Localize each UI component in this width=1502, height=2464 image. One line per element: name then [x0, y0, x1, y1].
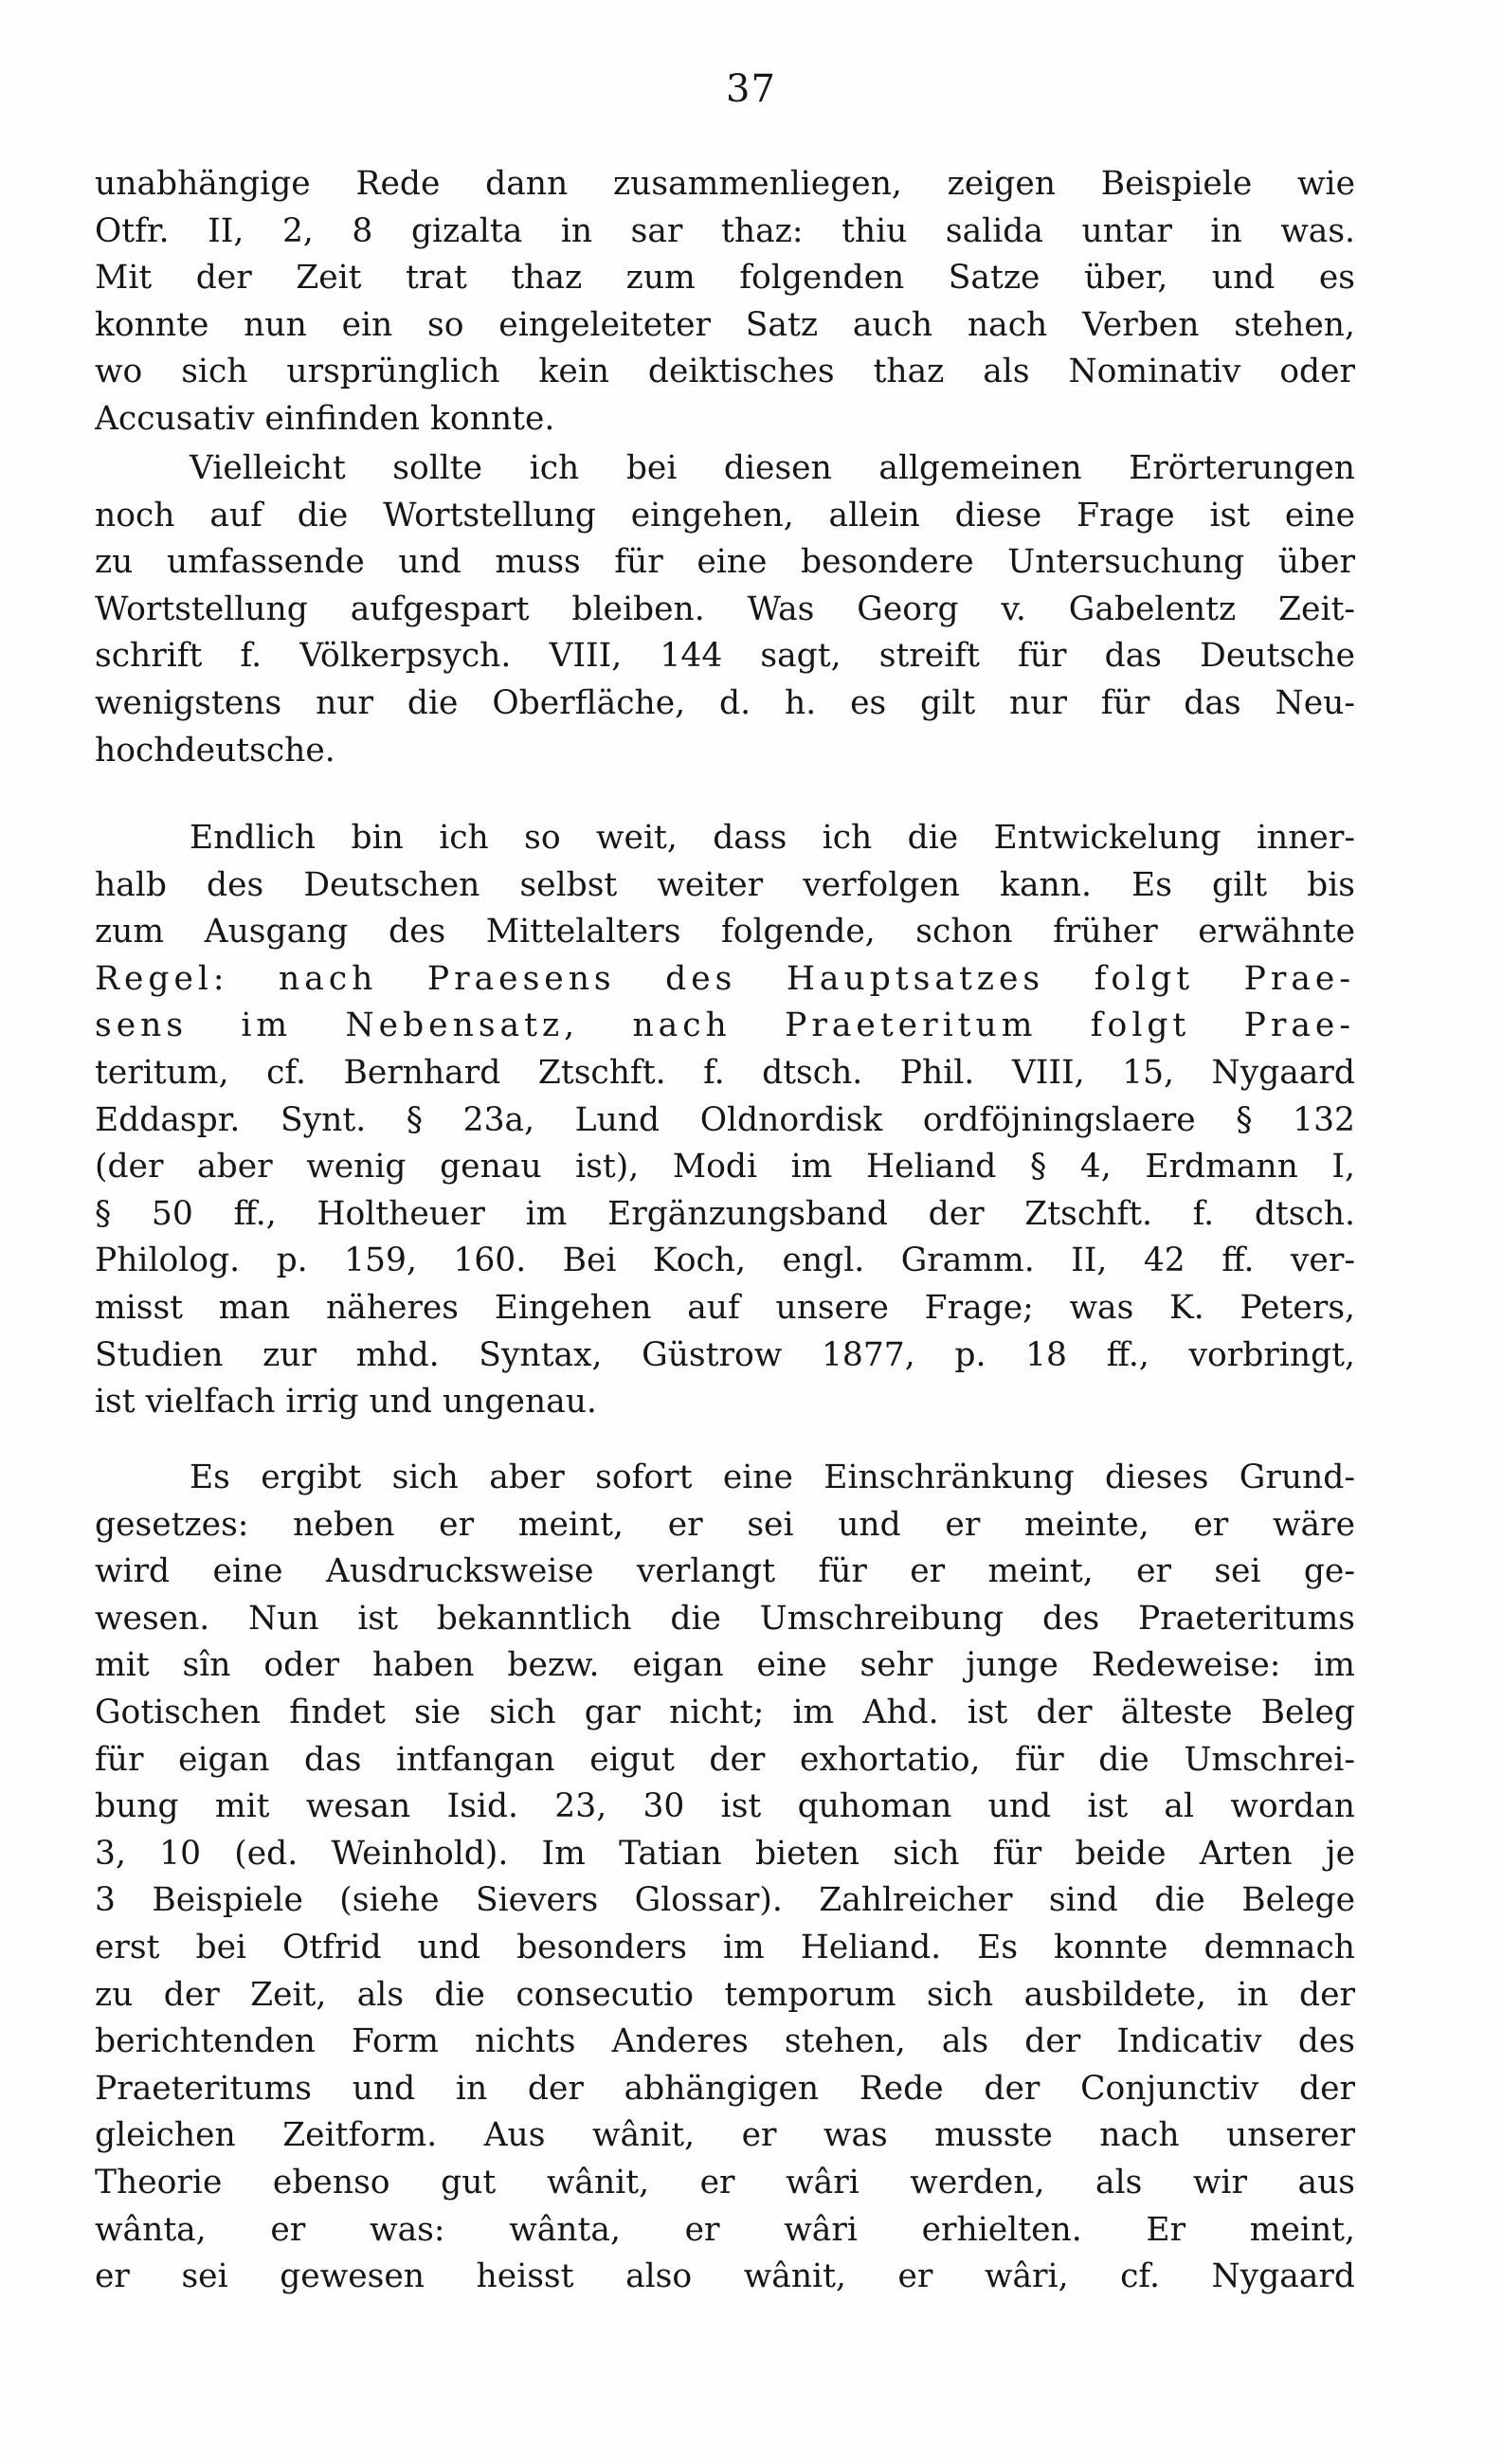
text-line: Praeteritums und in der abhängigen Rede der Conjunctiv der [95, 2069, 1355, 2108]
text-line: hochdeutsche. [95, 731, 335, 770]
text-line: misst man näheres Eingehen auf unsere Frage; was K. Peters, [95, 1288, 1355, 1327]
text-line: Regel: nach Praesens des Hauptsatzes folgt Prae- [95, 959, 1355, 998]
page-number: 37 [726, 67, 776, 111]
text-line: für eigan das intfangan eigut der exhortatio, für die Umschrei- [95, 1740, 1355, 1779]
paragraph-3 [95, 815, 1355, 1426]
text-line: mit sîn oder haben bezw. eigan eine sehr junge Redeweise: im [95, 1646, 1355, 1685]
paragraph-2 [95, 445, 1355, 774]
text-line: bung mit wesan Isid. 23, 30 ist quhoman und ist al wordan [95, 1787, 1355, 1826]
text-line: zum Ausgang des Mittelalters folgende, schon früher erwähnte [95, 913, 1355, 951]
text-line: gleichen Zeitform. Aus wânit, er was musste nach unserer [95, 2116, 1355, 2155]
text-line: teritum, cf. Bernhard Ztschft. f. dtsch. Phil. VIII, 15, Nygaard [95, 1053, 1355, 1092]
text-line: Otfr. II, 2, 8 gizalta in sar thaz: thiu salida untar in was. [95, 211, 1355, 250]
text-line: halb des Deutschen selbst weiter verfolgen kann. Es gilt bis [95, 865, 1355, 904]
text-line: Es ergibt sich aber sofort eine Einschränkung dieses Grund- [190, 1458, 1355, 1496]
text-line: (der aber wenig genau ist), Modi im Heliand § 4, Erdmann I, [95, 1148, 1355, 1187]
text-line: er sei gewesen heisst also wânit, er wâri, cf. Nygaard [95, 2257, 1355, 2296]
text-line: erst bei Otfrid und besonders im Heliand. Es konnte demnach [95, 1928, 1355, 1966]
text-line: Gotischen findet sie sich gar nicht; im Ahd. ist der älteste Beleg [95, 1693, 1355, 1731]
text-line: Eddaspr. Synt. § 23a, Lund Oldnordisk ordföjningslaere § 132 [95, 1100, 1355, 1139]
text-line: unabhängige Rede dann zusammenliegen, zeigen Beispiele wie [95, 165, 1355, 203]
text-line: Studien zur mhd. Syntax, Güstrow 1877, p. 18 ff., vorbringt, [95, 1335, 1355, 1374]
text-line: wo sich ursprünglich kein deiktisches thaz als Nominativ oder [95, 353, 1355, 391]
text-line: Accusativ einfinden konnte. [95, 399, 555, 438]
text-line: zu umfassende und muss für eine besondere Untersuchung über [95, 543, 1355, 582]
text-line: wânta, er was: wânta, er wâri erhielten. Er meint, [95, 2210, 1355, 2249]
text-line: berichtenden Form nichts Anderes stehen, als der Indicativ des [95, 2022, 1355, 2061]
text-line: Wortstellung aufgespart bleiben. Was Georg v. Gabelentz Zeit- [95, 589, 1355, 628]
text-line: Vielleicht sollte ich bei diesen allgemeinen Erörterungen [190, 449, 1355, 487]
text-line: 3, 10 (ed. Weinhold). Im Tatian bieten sich für beide Arten je [95, 1834, 1355, 1873]
text-line: ist vielfach irrig und ungenau. [95, 1383, 597, 1422]
paragraph-4 [95, 1455, 1355, 2301]
text-line: Theorie ebenso gut wânit, er wâri werden, als wir aus [95, 2163, 1355, 2201]
text-line: noch auf die Wortstellung eingehen, allein diese Frage ist eine [95, 496, 1355, 534]
text-line: Mit der Zeit trat thaz zum folgenden Satze über, und es [95, 259, 1355, 298]
text-line: wird eine Ausdrucksweise verlangt für er meint, er sei ge- [95, 1552, 1355, 1591]
text-line: wenigstens nur die Oberfläche, d. h. es gilt nur für das Neu- [95, 683, 1355, 722]
text-line: schrift f. Völkerpsych. VIII, 144 sagt, streift für das Deutsche [95, 637, 1355, 676]
text-line: konnte nun ein so eingeleiteter Satz auch nach Verben stehen, [95, 305, 1355, 344]
text-line: Endlich bin ich so weit, dass ich die Entwickelung inner- [190, 819, 1355, 857]
text-line: wesen. Nun ist bekanntlich die Umschreibung des Praeteritums [95, 1599, 1355, 1638]
text-line: Philolog. p. 159, 160. Bei Koch, engl. Gramm. II, 42 ff. ver- [95, 1241, 1355, 1280]
text-line: zu der Zeit, als die consecutio temporum sich ausbildete, in der [95, 1975, 1355, 2014]
text-line: § 50 ff., Holtheuer im Ergänzungsband der Ztschft. f. dtsch. [95, 1194, 1355, 1233]
paragraph-1 [95, 161, 1355, 444]
text-line: 3 Beispiele (siehe Sievers Glossar). Zahlreicher sind die Belege [95, 1881, 1355, 1920]
text-line: sens im Nebensatz, nach Praeteritum folgt Prae- [95, 1006, 1355, 1045]
text-line: gesetzes: neben er meint, er sei und er meinte, er wäre [95, 1505, 1355, 1544]
